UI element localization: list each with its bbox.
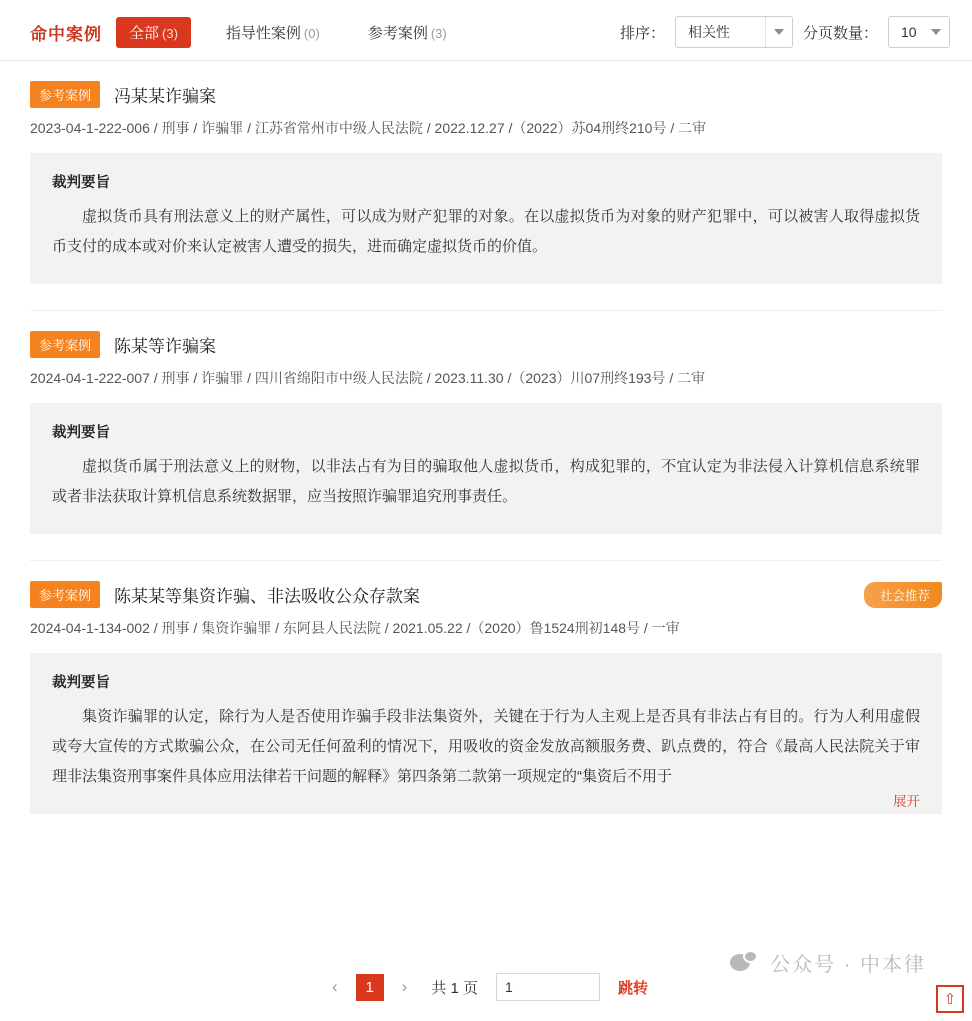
hit-cases-label: 命中案例	[30, 24, 102, 44]
results-toolbar	[0, 0, 972, 61]
sort-select-divider	[765, 17, 766, 47]
tab-guiding-cases-label: 指导性案例	[225, 24, 301, 42]
tab-reference-cases-label: 参考案例	[367, 24, 428, 42]
case-list-item	[30, 311, 942, 561]
tab-all-label: 全部	[129, 24, 160, 42]
tab-all[interactable]	[116, 17, 191, 48]
summary-text: 集资诈骗罪的认定，除行为人是否使用诈骗手段非法集资外，关键在于行为人主观上是否具有非法占有目的。行为人利用虚假或夸大宣传的方式欺骗公众，在公司无任何盈利的情况下，用吸收的资金发放高额服务费、趴点费的，符合《最高人民法院关于审理非法集资刑事案件具体应用法律若干问题的解释》第四条第二款第一项规定的“集资后不用于	[52, 708, 920, 785]
case-list-item	[30, 61, 942, 311]
sort-select[interactable]	[675, 16, 793, 48]
pagination	[0, 959, 972, 1021]
case-meta: 2023-04-1-222-006 / 刑事 / 诈骗罪 / 江苏省常州市中级人民法院 / 2022.12.27 /（2022）苏04刑终210号 / 二审	[30, 120, 707, 136]
summary-title: 裁判要旨	[52, 175, 110, 191]
arrow-up-icon: ⇧	[943, 991, 957, 1008]
toolbar-right-controls	[620, 16, 950, 48]
pagination-prev-button[interactable]: ‹	[331, 977, 338, 996]
watermark-text: 公众号 · 中本律	[770, 954, 926, 976]
pagination-total-pages: 共 1 页	[431, 979, 478, 997]
summary-title: 裁判要旨	[52, 425, 110, 441]
case-summary	[30, 153, 942, 284]
sort-label: 排序：	[619, 24, 665, 42]
tab-guiding-cases-count: (0)	[303, 25, 320, 41]
tab-all-count: (3)	[162, 25, 178, 41]
case-type-badge: 参考案例	[30, 581, 100, 608]
page-size-select[interactable]	[888, 16, 950, 48]
case-header	[30, 331, 942, 358]
case-list-item	[30, 561, 942, 814]
sort-select-value: 相关性	[687, 24, 730, 40]
chevron-down-icon	[931, 29, 941, 35]
pagination-next-button[interactable]: ›	[401, 977, 408, 996]
case-header	[30, 81, 942, 108]
page-size-select-value: 10	[901, 24, 917, 40]
pagination-jump-input[interactable]	[496, 973, 600, 1001]
social-recommend-tag: 社会推荐	[864, 582, 942, 608]
pagination-jump-button[interactable]: 跳转	[618, 979, 649, 997]
summary-text: 虚拟货币属于刑法意义上的财物，以非法占有为目的骗取他人虚拟货币，构成犯罪的，不宜认定为非法侵入计算机信息系统罪或者非法获取计算机信息系统数据罪，应当按照诈骗罪追究刑事责任。	[52, 458, 920, 505]
expand-summary-link[interactable]: 展开	[893, 794, 920, 809]
tab-reference-cases[interactable]	[355, 17, 460, 48]
case-title[interactable]: 陈某等诈骗案	[114, 337, 217, 356]
case-title[interactable]: 陈某某等集资诈骗、非法吸收公众存款案	[114, 587, 421, 606]
case-type-badge: 参考案例	[30, 81, 100, 108]
summary-text: 虚拟货币具有刑法意义上的财产属性，可以成为财产犯罪的对象。在以虚拟货币为对象的财产犯罪中，可以被害人取得虚拟货币支付的成本或对价来认定被害人遭受的损失，进而确定虚拟货币的价值。	[52, 208, 920, 255]
summary-title: 裁判要旨	[52, 675, 110, 691]
chevron-down-icon	[774, 29, 784, 35]
tab-reference-cases-count: (3)	[430, 25, 447, 41]
case-spacer	[30, 534, 942, 560]
case-summary	[30, 653, 942, 814]
case-list	[0, 61, 972, 814]
tab-guiding-cases[interactable]	[213, 17, 333, 48]
case-header	[30, 581, 942, 608]
case-title[interactable]: 冯某某诈骗案	[114, 87, 217, 106]
page-size-label: 分页数量：	[802, 24, 878, 42]
case-summary	[30, 403, 942, 534]
case-spacer	[30, 284, 942, 310]
case-type-badge: 参考案例	[30, 331, 100, 358]
case-meta: 2024-04-1-134-002 / 刑事 / 集资诈骗罪 / 东阿县人民法院 / 2021.05.22 /（2020）鲁1524刑初148号 / 一审	[30, 620, 680, 636]
pagination-page-1[interactable]: 1	[356, 974, 384, 1001]
case-meta: 2024-04-1-222-007 / 刑事 / 诈骗罪 / 四川省绵阳市中级人民法院 / 2023.11.30 /（2023）川07刑终193号 / 二审	[30, 370, 706, 386]
filter-tabs	[116, 17, 460, 48]
